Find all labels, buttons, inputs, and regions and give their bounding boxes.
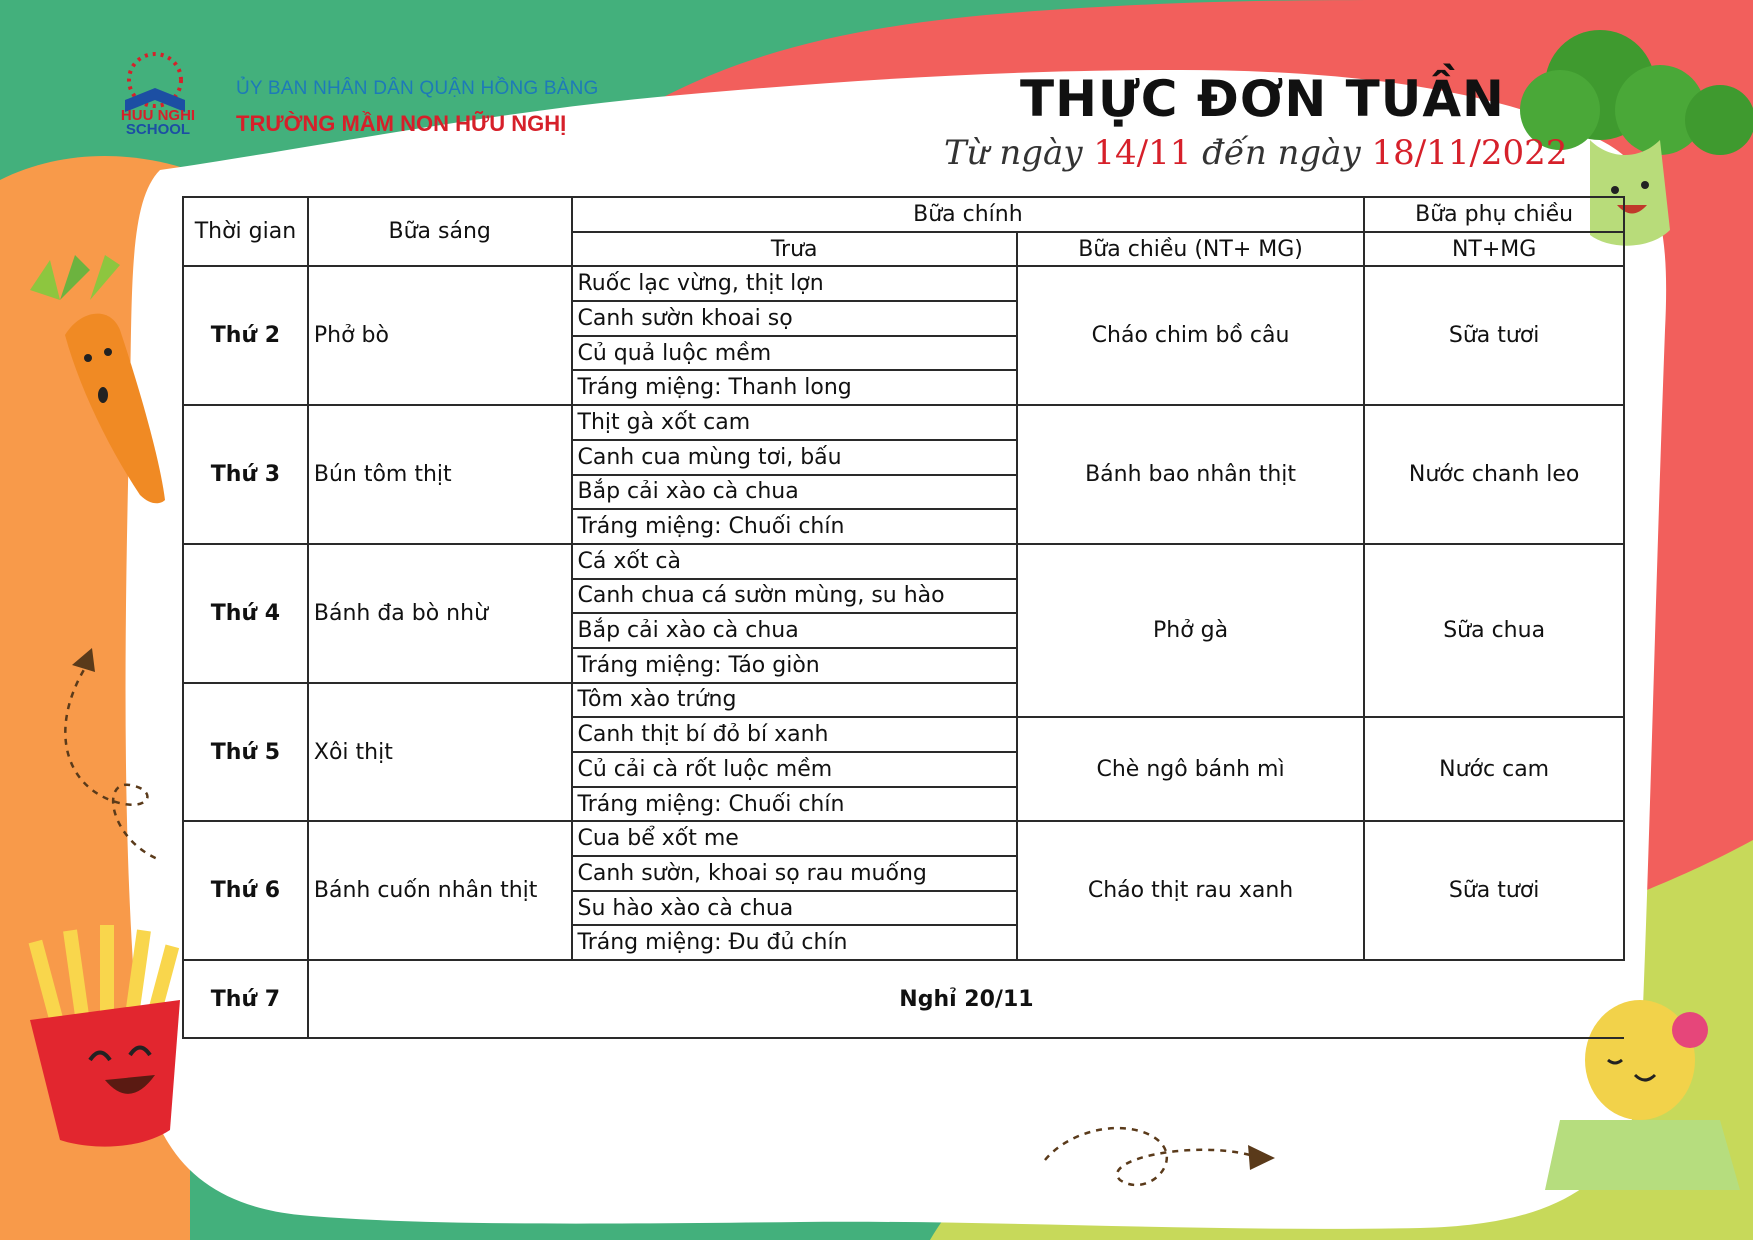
table-row xyxy=(183,821,1624,856)
lunch-item: Củ cải cà rốt luộc mềm xyxy=(572,752,1017,787)
lunch-item: Tráng miệng: Chuối chín xyxy=(572,787,1017,822)
snack-cell: Nước chanh leo xyxy=(1364,405,1624,544)
weekly-menu-table xyxy=(182,196,1625,1039)
day-cell: Thứ 5 xyxy=(183,683,308,822)
lunch-item: Tráng miệng: Táo giòn xyxy=(572,648,1017,683)
header-row-1 xyxy=(183,197,1624,232)
breakfast-cell: Xôi thịt xyxy=(308,683,572,822)
lunch-item: Su hào xào cà chua xyxy=(572,891,1017,926)
afternoon-cell: Bánh bao nhân thịt xyxy=(1017,405,1364,544)
day-cell: Thứ 2 xyxy=(183,266,308,405)
afternoon-cell: Phở gà xyxy=(1017,544,1364,717)
table-row-saturday xyxy=(183,960,1624,1038)
lunch-item: Bắp cải xào cà chua xyxy=(572,475,1017,510)
afternoon-cell: Cháo chim bồ câu xyxy=(1017,266,1364,405)
breakfast-cell: Bánh đa bò nhừ xyxy=(308,544,572,683)
lunch-item: Canh thịt bí đỏ bí xanh xyxy=(572,717,1017,752)
lunch-item: Tráng miệng: Đu đủ chín xyxy=(572,925,1017,960)
breakfast-cell: Bún tôm thịt xyxy=(308,405,572,544)
day-cell: Thứ 3 xyxy=(183,405,308,544)
day-cell: Thứ 4 xyxy=(183,544,308,683)
lunch-item: Cua bể xốt me xyxy=(572,821,1017,856)
lunch-item: Ruốc lạc vừng, thịt lợn xyxy=(572,266,1017,301)
date-range xyxy=(944,133,1567,173)
header-snack: Bữa phụ chiều xyxy=(1364,197,1624,232)
date-from: 14/11 xyxy=(1093,133,1192,173)
lunch-item: Tôm xào trứng xyxy=(572,683,1017,718)
snack-cell: Sữa chua xyxy=(1364,544,1624,717)
header-breakfast: Bữa sáng xyxy=(308,197,572,266)
afternoon-cell: Cháo thịt rau xanh xyxy=(1017,821,1364,960)
header-lunch: Trưa xyxy=(572,232,1017,267)
org-name-line1: ỦY BAN NHÂN DÂN QUẬN HỒNG BÀNG xyxy=(236,78,599,99)
lunch-item: Canh sườn, khoai sọ rau muống xyxy=(572,856,1017,891)
lunch-item: Canh chua cá sườn mùng, su hào xyxy=(572,579,1017,614)
table-row xyxy=(183,544,1624,579)
snack-cell: Sữa tươi xyxy=(1364,821,1624,960)
date-to: 18/11/2022 xyxy=(1371,133,1568,173)
lunch-item: Tráng miệng: Thanh long xyxy=(572,370,1017,405)
day-cell: Thứ 6 xyxy=(183,821,308,960)
lunch-item: Tráng miệng: Chuối chín xyxy=(572,509,1017,544)
header-time: Thời gian xyxy=(183,197,308,266)
org-name-line2: TRƯỜNG MẦM NON HỮU NGHỊ xyxy=(236,111,567,136)
lunch-item: Củ quả luộc mềm xyxy=(572,336,1017,371)
logo-text-school: SCHOOL xyxy=(125,121,191,138)
lunch-item: Canh sườn khoai sọ xyxy=(572,301,1017,336)
lunch-item: Cá xốt cà xyxy=(572,544,1017,579)
date-mid: đến ngày xyxy=(1191,133,1372,173)
day-cell: Thứ 7 xyxy=(183,960,308,1038)
header-snack-sub: NT+MG xyxy=(1364,232,1624,267)
lunch-item: Bắp cải xào cà chua xyxy=(572,613,1017,648)
holiday-note: Nghỉ 20/11 xyxy=(308,960,1624,1038)
breakfast-cell: Bánh cuốn nhân thịt xyxy=(308,821,572,960)
logo-text-huu-nghi: HUU NGHI xyxy=(120,107,196,124)
lunch-item: Thịt gà xốt cam xyxy=(572,405,1017,440)
header-main-meal: Bữa chính xyxy=(572,197,1365,232)
lunch-item: Canh cua mùng tơi, bấu xyxy=(572,440,1017,475)
snack-cell: Sữa tươi xyxy=(1364,266,1624,405)
afternoon-cell: Chè ngô bánh mì xyxy=(1017,717,1364,821)
header-afternoon: Bữa chiều (NT+ MG) xyxy=(1017,232,1364,267)
snack-cell: Nước cam xyxy=(1364,717,1624,821)
table-row xyxy=(183,405,1624,440)
date-prefix: Từ ngày xyxy=(944,133,1094,173)
breakfast-cell: Phở bò xyxy=(308,266,572,405)
page-title: THỰC ĐƠN TUẦN xyxy=(1020,70,1505,128)
table-row xyxy=(183,266,1624,301)
